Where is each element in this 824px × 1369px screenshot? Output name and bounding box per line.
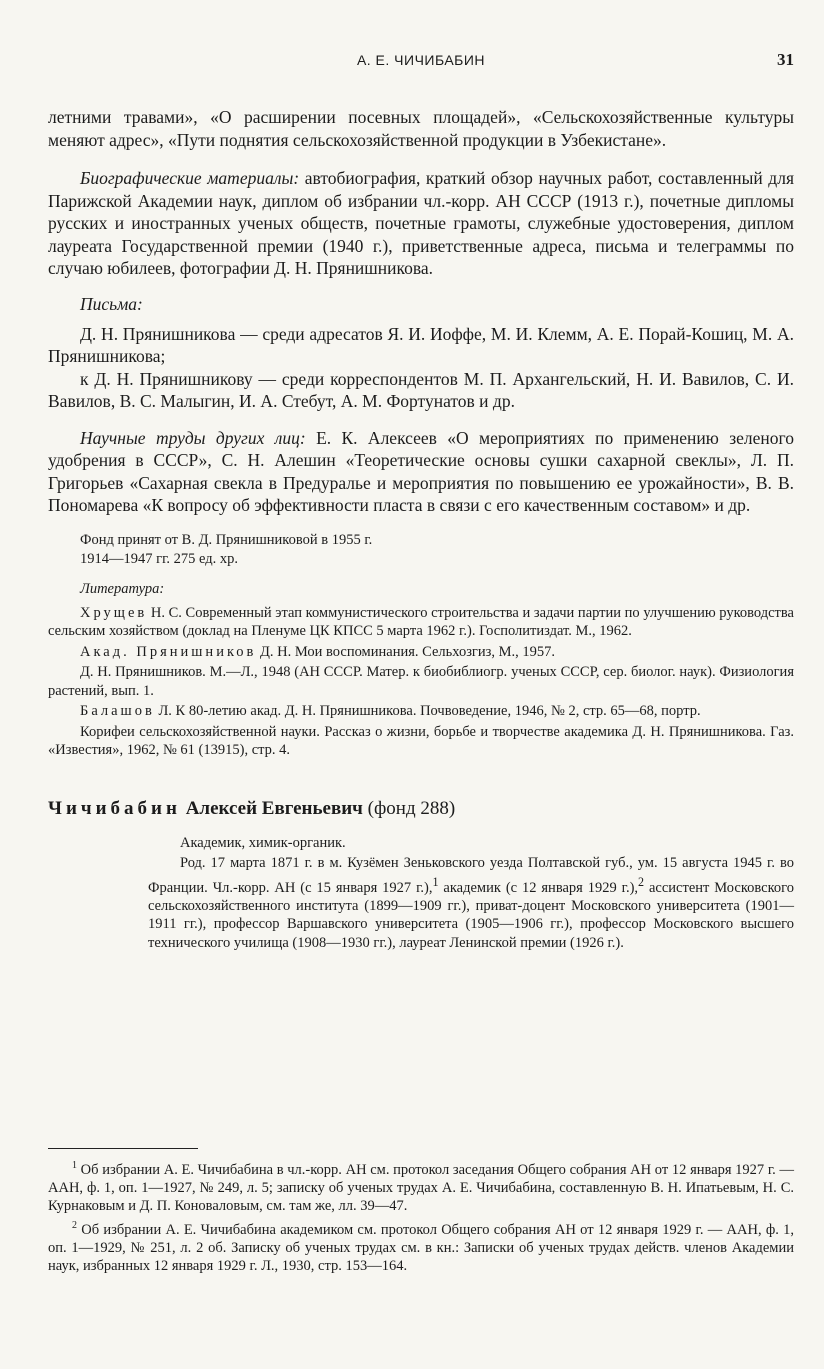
entry-biography [148,854,794,952]
entry-surname: Чичибабин [48,797,181,819]
footnote-mark: 2 [72,1219,77,1231]
literature-text: Корифеи сельскохозяйственной науки. Рассказ о жизни, борьбе и творчестве академика Д. Н. Прянишникова. Газ. «Известия», 1962, № 61 (13915), стр. 4. [48,723,794,758]
running-title: А. Е. ЧИЧИБАБИН [356,52,486,68]
entry-block [148,834,794,953]
literature-author: Балашов [80,703,155,719]
literature-label: Литература: [80,580,165,597]
fond-note-line-2: 1914—1947 гг. 275 ед. хр. [80,550,239,567]
literature-text: Н. С. Современный этап коммунистического строительства и задачи партии по улучшению руководства сельским хозяйством (доклад на Пленуме ЦК КПСС 5 марта 1962 г.). Госполитиздат. М., 1962. [48,604,794,639]
literature-author: Акад. Прянишников [80,643,257,660]
literature-item [48,723,794,760]
literature-author: Хрущев [80,604,148,621]
literature-item [48,604,794,641]
footnote-text: Об избрании А. Е. Чичибабина академиком см. протокол Общего собрания АН от 12 января 1929 г. — ААН, ф. 1, оп. 1—1929, № 251, л. 2 об. Записку об ученых трудах см. в кн.: Записки об ученых трудах действ. членов Академии наук, избранных 12 января 1929 г. Л., 1930, стр. 153—164. [48,1221,794,1274]
footnote-ref-1: 1 [432,874,439,889]
entry-biography-part: ассистент Московского сельскохозяйственного института (1899—1909 гг.), приват-доцент Московского университета (1901—1911 гг.), профессор Варшавского университета (1905—1906 гг.), профессор Московского высшего технического училища (1908—1930 гг.), лауреат Ленинской премии (1926 г.). [148,879,794,951]
other-works-label: Научные труды других лиц: [80,427,306,448]
literature-item [48,663,794,700]
footnote [48,1217,794,1275]
footnote-text: Об избрании А. Е. Чичибабина в чл.-корр. АН см. протокол заседания Общего собрания АН от 12 января 1927 г. — ААН, ф. 1, оп. 1—1927, № 249, л. 5; записку об ученых трудах А. Е. Чичибабина, составленную В. Н. Ипатьевым, Н. С. Курнаковым и Д. П. Коноваловым, см. там же, лл. 39—47. [48,1161,794,1214]
letters-from: Д. Н. Прянишникова — среди адресатов Я. И. Иоффе, М. И. Клемм, А. Е. Порай-Кошиц, М. А. Прянишникова; [48,323,794,366]
biographical-materials [48,167,794,280]
page-header [48,52,794,76]
page-number: 31 [777,50,794,69]
main-text [48,106,794,952]
biographical-text: автобиография, краткий обзор научных работ, составленный для Парижской Академии наук, диплом об избрании чл.-корр. АН СССР (1913 г.), почетные дипломы русских и иностранных ученых обществ, почетные грамоты, служебные удостоверения, диплом лауреата Государственной премии (1940 г.), приветственные адреса, письма и телеграммы по случаю юбилеев, фотографии Д. Н. Прянишникова. [48,168,794,278]
other-works-text: Е. К. Алексеев «О мероприятиях по применению зеленого удобрения в СССР», С. Н. Алешин «Теоретические основы сушки сахарной свеклы», Л. П. Григорьев «Сахарная свекла в Предуралье и мероприятия по повышению ее урожайности», В. В. Пономарева «К вопросу об эффективности пласта в связи с его качественным составом» и др. [48,427,794,515]
fond-note [80,531,794,569]
entry-fond-number: (фонд 288) [362,797,456,819]
footnote-ref-2: 2 [638,874,645,889]
entry-given-names: Алексей Евгеньевич [180,797,363,819]
footnote-divider [48,1148,198,1149]
entry-biography-part: академик (с 12 января 1929 г.), [438,879,639,896]
other-works [48,427,794,517]
footnote [48,1157,794,1215]
entry-biography-part: Род. 17 марта 1871 г. в м. Кузёмен Зеньковского уезда Полтавской губ., ум. 15 августа 1945 г. во Франции. Чл.-корр. АН (с 15 января 1927 г.), [148,855,794,896]
footnote-mark: 1 [72,1160,77,1171]
literature-text: Д. Н. Прянишников. М.—Л., 1948 (АН СССР. Матер. к биобиблиогр. ученых СССР, сер. биолог. наук). Физиология растений, вып. 1. [48,664,794,699]
letters-to: к Д. Н. Прянишникову — среди корреспондентов М. П. Архангельский, Н. И. Вавилов, С. И. Вавилов, В. С. Малыгин, И. А. Стебут, А. М. Фортунатов и др. [48,368,794,411]
entry-subtitle: Академик, химик-органик. [180,834,346,851]
footnotes [48,1148,794,1277]
literature-item [48,643,794,662]
letters-section [48,323,794,413]
fond-note-line-1: Фонд принят от В. Д. Прянишниковой в 1955 г. [80,531,373,548]
continuation-paragraph: летними травами», «О расширении посевных площадей», «Сельскохозяйственные культуры меняют адрес», «Пути поднятия сельскохозяйственной продукции в Узбекистане». [48,107,794,150]
literature-list [48,604,794,760]
biographical-label: Биографические материалы: [80,168,300,188]
literature-text: Л. К 80-летию акад. Д. Н. Прянишникова. Почвоведение, 1946, № 2, стр. 65—68, портр. [154,703,701,719]
entry-heading [48,798,794,820]
letters-label: Письма: [80,293,143,314]
literature-item [48,702,794,721]
literature-text: Д. Н. Мои воспоминания. Сельхозгиз, М., 1957. [256,643,556,660]
